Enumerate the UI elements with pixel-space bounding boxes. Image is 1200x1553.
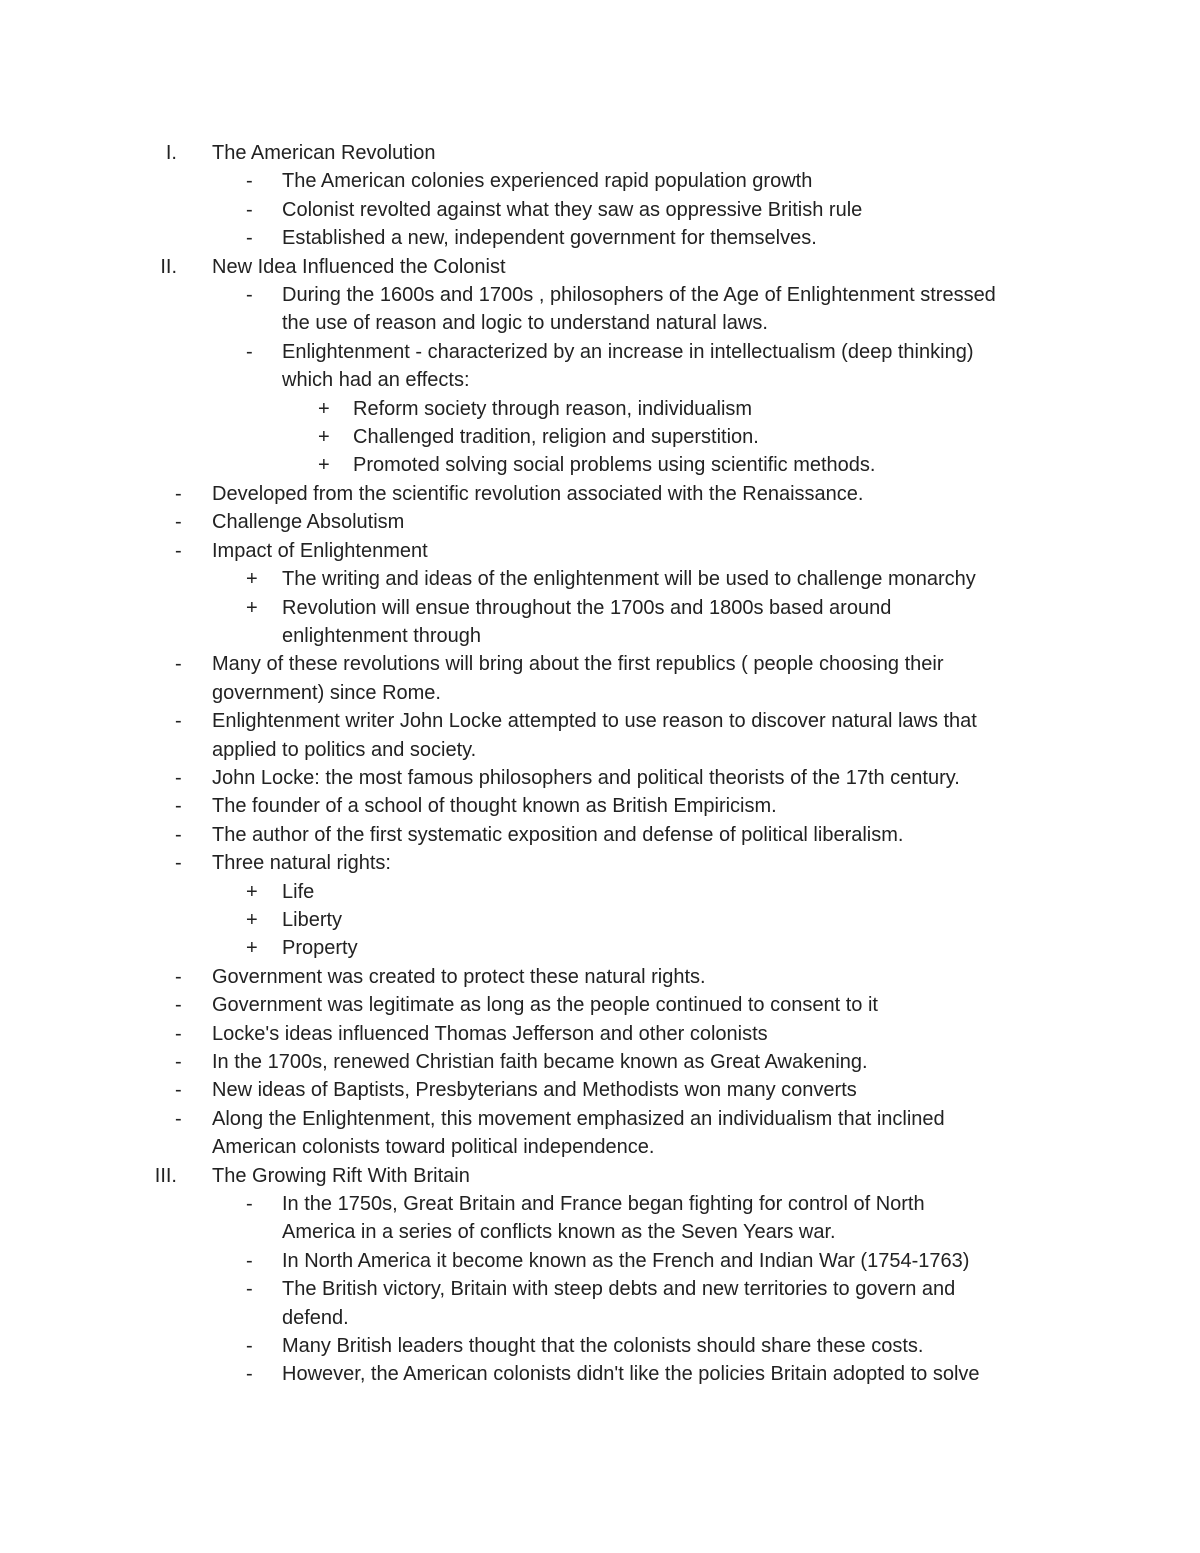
outline-text: Government was legitimate as long as the people continued to consent to it xyxy=(212,994,878,1017)
outline-line xyxy=(0,309,1200,337)
bullet-marker: - xyxy=(175,852,182,875)
bullet-marker: - xyxy=(175,511,182,534)
outline-line xyxy=(0,253,1200,281)
bullet-marker: + xyxy=(246,568,258,591)
outline-text: which had an effects: xyxy=(282,369,470,392)
bullet-marker: + xyxy=(318,397,330,420)
outline-line xyxy=(0,1247,1200,1275)
bullet-marker: - xyxy=(175,766,182,789)
outline-line xyxy=(0,1105,1200,1133)
outline-text: American colonists toward political independence. xyxy=(212,1136,655,1159)
outline-line xyxy=(0,281,1200,309)
outline-text: Along the Enlightenment, this movement emphasized an individualism that inclined xyxy=(212,1107,945,1130)
roman-numeral-marker: III. xyxy=(154,1164,177,1187)
roman-numeral-marker: I. xyxy=(165,142,177,164)
outline-text: Enlightenment writer John Locke attempted to use reason to discover natural laws that xyxy=(212,710,977,733)
outline-line xyxy=(0,139,1200,167)
outline-line xyxy=(0,1162,1200,1190)
outline-text: The writing and ideas of the enlightenment will be used to challenge monarchy xyxy=(282,568,976,591)
outline-text: government) since Rome. xyxy=(212,681,441,704)
outline-line xyxy=(0,1020,1200,1048)
outline-text: Life xyxy=(282,880,315,903)
outline-text: Three natural rights: xyxy=(212,852,391,875)
outline-text: applied to politics and society. xyxy=(212,738,477,761)
section-heading: The Growing Rift With Britain xyxy=(212,1164,470,1187)
bullet-marker: - xyxy=(175,823,182,846)
outline-text: Established a new, independent government for themselves. xyxy=(282,227,817,250)
outline-line xyxy=(0,338,1200,366)
outline-text: The author of the first systematic exposition and defense of political liberalism. xyxy=(212,823,904,846)
outline-text: the use of reason and logic to understand natural laws. xyxy=(282,312,768,335)
outline-text: John Locke: the most famous philosophers and political theorists of the 17th century. xyxy=(212,766,960,789)
outline-text: Liberty xyxy=(282,908,343,931)
outline-text: Challenged tradition, religion and superstition. xyxy=(353,426,759,449)
bullet-marker: - xyxy=(246,340,253,363)
outline-line xyxy=(0,1304,1200,1332)
bullet-marker: - xyxy=(246,1335,253,1358)
bullet-marker: - xyxy=(246,198,253,221)
bullet-marker: - xyxy=(246,170,253,193)
bullet-marker: - xyxy=(246,1249,253,1272)
outline-line xyxy=(0,1275,1200,1303)
outline-line xyxy=(0,451,1200,479)
bullet-marker: + xyxy=(246,937,258,960)
outline-text: Property xyxy=(282,937,358,960)
bullet-marker: - xyxy=(175,795,182,818)
outline-body xyxy=(0,139,1200,1389)
bullet-marker: + xyxy=(246,908,258,931)
outline-text: Reform society through reason, individualism xyxy=(353,397,753,420)
roman-numeral-marker: II. xyxy=(160,255,177,278)
outline-text: Government was created to protect these natural rights. xyxy=(212,965,706,988)
bullet-marker: - xyxy=(246,227,253,250)
outline-line xyxy=(0,991,1200,1019)
outline-line xyxy=(0,821,1200,849)
outline-line xyxy=(0,1332,1200,1360)
outline-text: The British victory, Britain with steep debts and new territories to govern and xyxy=(282,1278,956,1301)
outline-line xyxy=(0,423,1200,451)
bullet-marker: + xyxy=(246,880,258,903)
outline-line xyxy=(0,650,1200,678)
bullet-marker: - xyxy=(175,710,182,733)
outline-text: America in a series of conflicts known as the Seven Years war. xyxy=(282,1221,836,1244)
bullet-marker: - xyxy=(246,1363,253,1386)
outline-text: In the 1700s, renewed Christian faith became known as Great Awakening. xyxy=(212,1051,868,1073)
outline-line xyxy=(0,1048,1200,1076)
bullet-marker: + xyxy=(318,426,330,449)
bullet-marker: - xyxy=(246,1278,253,1301)
outline-line xyxy=(0,594,1200,622)
outline-line xyxy=(0,707,1200,735)
outline-text: Many of these revolutions will bring about the first republics ( people choosing their xyxy=(212,653,944,676)
outline-line xyxy=(0,508,1200,536)
outline-line xyxy=(0,167,1200,195)
bullet-marker: - xyxy=(175,539,182,562)
section-heading: The American Revolution xyxy=(212,142,436,164)
outline-line xyxy=(0,366,1200,394)
bullet-marker: - xyxy=(175,965,182,988)
bullet-marker: - xyxy=(175,1022,182,1045)
outline-text: Developed from the scientific revolution associated with the Renaissance. xyxy=(212,482,864,505)
outline-text: Locke's ideas influenced Thomas Jefferson and other colonists xyxy=(212,1022,768,1045)
outline-line xyxy=(0,480,1200,508)
outline-text: Impact of Enlightenment xyxy=(212,539,428,562)
outline-line xyxy=(0,878,1200,906)
bullet-marker: - xyxy=(175,482,182,505)
outline-line xyxy=(0,196,1200,224)
bullet-marker: + xyxy=(318,454,330,477)
outline-line xyxy=(0,1133,1200,1161)
outline-text: enlightenment through xyxy=(282,624,482,647)
bullet-marker: - xyxy=(175,1051,182,1073)
outline-line xyxy=(0,963,1200,991)
outline-text: Promoted solving social problems using scientific methods. xyxy=(353,454,876,477)
bullet-marker: - xyxy=(175,1079,182,1102)
bullet-marker: - xyxy=(175,994,182,1017)
bullet-marker: - xyxy=(246,1193,253,1216)
outline-line xyxy=(0,1218,1200,1246)
outline-line xyxy=(0,537,1200,565)
outline-text: Colonist revolted against what they saw as oppressive British rule xyxy=(282,198,863,221)
section-heading: New Idea Influenced the Colonist xyxy=(212,255,506,278)
outline-line xyxy=(0,906,1200,934)
outline-text: The founder of a school of thought known as British Empiricism. xyxy=(212,795,777,818)
outline-line xyxy=(0,792,1200,820)
outline-text: New ideas of Baptists, Presbyterians and Methodists won many converts xyxy=(212,1079,857,1102)
outline-line xyxy=(0,764,1200,792)
outline-line xyxy=(0,849,1200,877)
outline-line xyxy=(0,1360,1200,1388)
bullet-marker: - xyxy=(175,653,182,676)
outline-line xyxy=(0,934,1200,962)
outline-line xyxy=(0,224,1200,252)
outline-text: Challenge Absolutism xyxy=(212,511,405,534)
outline-text: Enlightenment - characterized by an increase in intellectualism (deep thinking) xyxy=(282,340,974,363)
outline-text: In the 1750s, Great Britain and France began fighting for control of North xyxy=(282,1193,925,1216)
bullet-marker: - xyxy=(175,1107,182,1130)
outline-text: In North America it become known as the French and Indian War (1754-1763) xyxy=(282,1249,970,1272)
outline-text: Revolution will ensue throughout the 1700s and 1800s based around xyxy=(282,596,892,619)
outline-line xyxy=(0,1190,1200,1218)
outline-line xyxy=(0,679,1200,707)
bullet-marker: + xyxy=(246,596,258,619)
outline-line xyxy=(0,395,1200,423)
outline-line xyxy=(0,622,1200,650)
outline-text: However, the American colonists didn't like the policies Britain adopted to solve xyxy=(282,1363,980,1386)
outline-text: The American colonies experienced rapid population growth xyxy=(282,170,813,193)
bullet-marker: - xyxy=(246,284,253,307)
outline-text: Many British leaders thought that the colonists should share these costs. xyxy=(282,1335,924,1358)
outline-line xyxy=(0,565,1200,593)
outline-line xyxy=(0,736,1200,764)
outline-text: During the 1600s and 1700s , philosophers of the Age of Enlightenment stressed xyxy=(282,284,996,307)
outline-text: defend. xyxy=(282,1306,349,1329)
outline-line xyxy=(0,1076,1200,1104)
